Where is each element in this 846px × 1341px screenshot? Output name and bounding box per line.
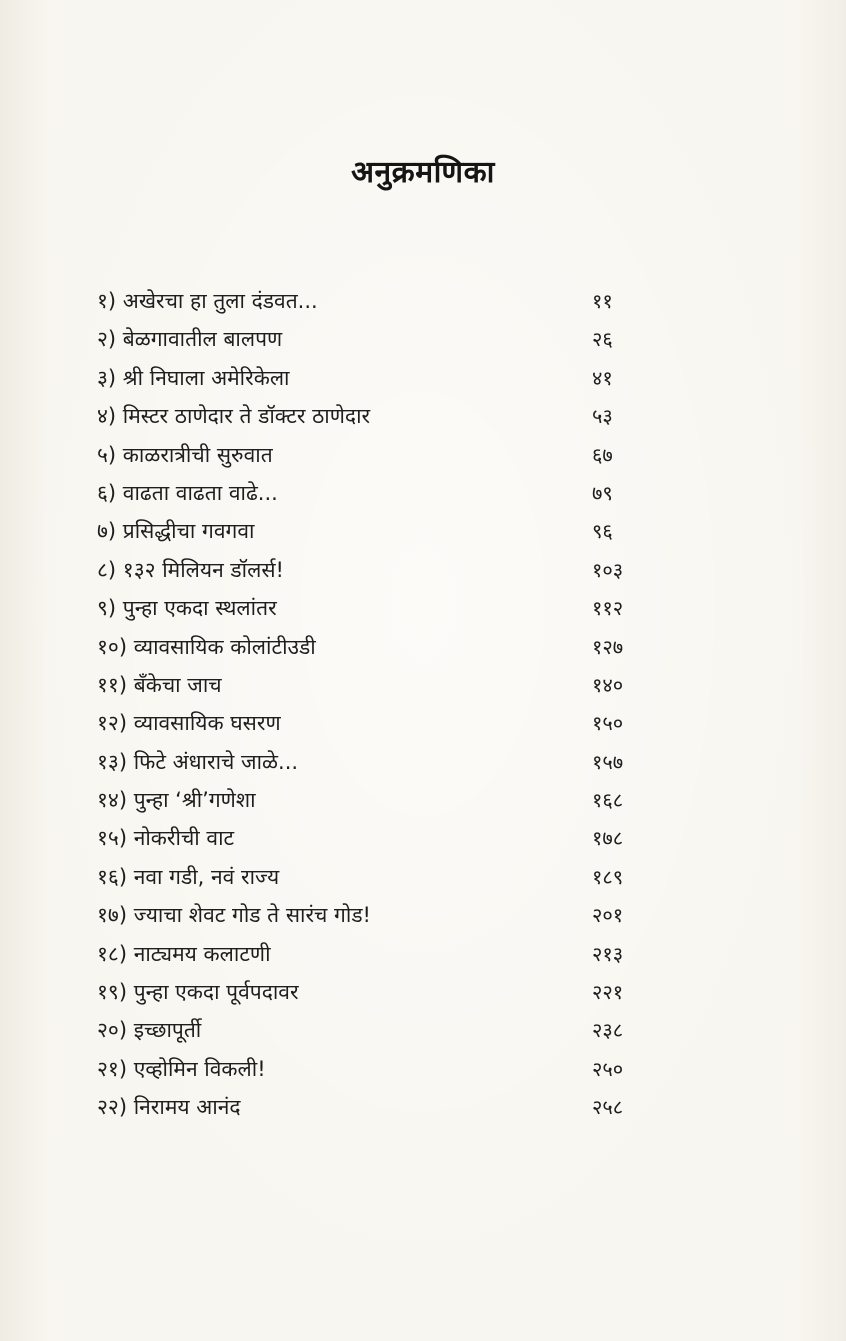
toc-entry [97,359,657,397]
toc-entry-page-number: १५० [592,711,624,736]
toc-entry [97,512,657,550]
toc-entry-title: १२) व्यावसायिक घसरण [97,711,281,736]
toc-entry-page-number: २५० [592,1056,624,1081]
toc-entry-title: ६) वाढता वाढता वाढे... [97,480,278,505]
toc-entry-title: २०) इच्छापूर्ती [97,1018,202,1043]
toc-entry [97,1011,657,1049]
toc-entry [97,666,657,704]
toc-entry [97,819,657,857]
toc-entry-title: ११) बँकेचा जाच [97,672,222,697]
toc-entry-page-number: २१३ [592,941,624,966]
toc-entry-page-number: ७९ [592,480,613,505]
toc-entry-title: ४) मिस्टर ठाणेदार ते डॉक्टर ठाणेदार [97,404,371,429]
toc-entry-page-number: १५७ [592,749,624,774]
toc-entry-title: ५) काळरात्रीची सुरुवात [97,442,273,467]
toc-entry [97,589,657,627]
toc-entry [97,704,657,742]
toc-entry-title: ७) प्रसिद्धीचा गवगवा [97,519,255,544]
toc-entry-title: १९) पुन्हा एकदा पूर्वपदावर [97,980,299,1005]
toc-entry-page-number: १७८ [592,826,624,851]
toc-entry-title: १६) नवा गडी, नवं राज्य [97,864,280,889]
toc-entry [97,282,657,320]
toc-entry [97,320,657,358]
toc-entry [97,781,657,819]
toc-entry-page-number: १४० [592,672,624,697]
toc-entry-page-number: २५८ [592,1095,624,1120]
toc-entry-page-number: १८९ [592,864,624,889]
toc-entry-page-number: ११२ [592,596,624,621]
toc-entry-title: १३) फिटे अंधाराचे जाळे... [97,749,299,774]
toc-entry [97,1088,657,1126]
toc-entry-title: १) अखेरचा हा तुला दंडवत... [97,289,318,313]
toc-entry [97,858,657,896]
toc-entry [97,896,657,934]
toc-entry [97,973,657,1011]
toc-entry-title: १०) व्यावसायिक कोलांटीउडी [97,634,316,659]
toc-entry-page-number: ११ [592,289,613,313]
toc-entry [97,551,657,589]
toc-entry-title: २२) निरामय आनंद [97,1095,241,1120]
toc-entry [97,628,657,666]
toc-entry [97,743,657,781]
toc-entry-title: १७) ज्याचा शेवट गोड ते सारंच गोड! [97,903,371,928]
toc-entry-page-number: २०१ [592,903,624,928]
toc-entry-title: १८) नाट्यमय कलाटणी [97,941,271,966]
toc-entry-page-number: १२७ [592,634,624,659]
toc-entry-page-number: ५३ [592,404,613,429]
toc-entry-page-number: ६७ [592,442,613,467]
toc-entry-page-number: २६ [592,327,613,352]
toc-entry-page-number: १६८ [592,788,624,813]
toc-entry-page-number: २२१ [592,980,624,1005]
toc-entry [97,1050,657,1088]
toc-entry-page-number: ४१ [592,365,613,390]
toc-entry [97,436,657,474]
toc-entry-title: १५) नोकरीची वाट [97,826,235,851]
toc-entry-title: १४) पुन्हा ‘श्री’गणेशा [97,788,256,813]
toc-entry-page-number: १०३ [592,557,624,582]
toc-entry-title: २) बेळगावातील बालपण [97,327,283,352]
toc-entry-page-number: ९६ [592,519,613,544]
toc-entry-title: ९) पुन्हा एकदा स्थलांतर [97,596,277,621]
page-title: अनुक्रमणिका [351,155,495,190]
toc-entry [97,935,657,973]
toc-entry [97,474,657,512]
toc-entry-page-number: २३८ [592,1018,624,1043]
toc-entry [97,397,657,435]
toc-entry-title: २१) एव्होमिन विकली! [97,1056,266,1081]
toc-entry-title: ८) १३२ मिलियन डॉलर्स! [97,557,284,582]
table-of-contents [97,282,657,1127]
toc-entry-title: ३) श्री निघाला अमेरिकेला [97,365,290,390]
